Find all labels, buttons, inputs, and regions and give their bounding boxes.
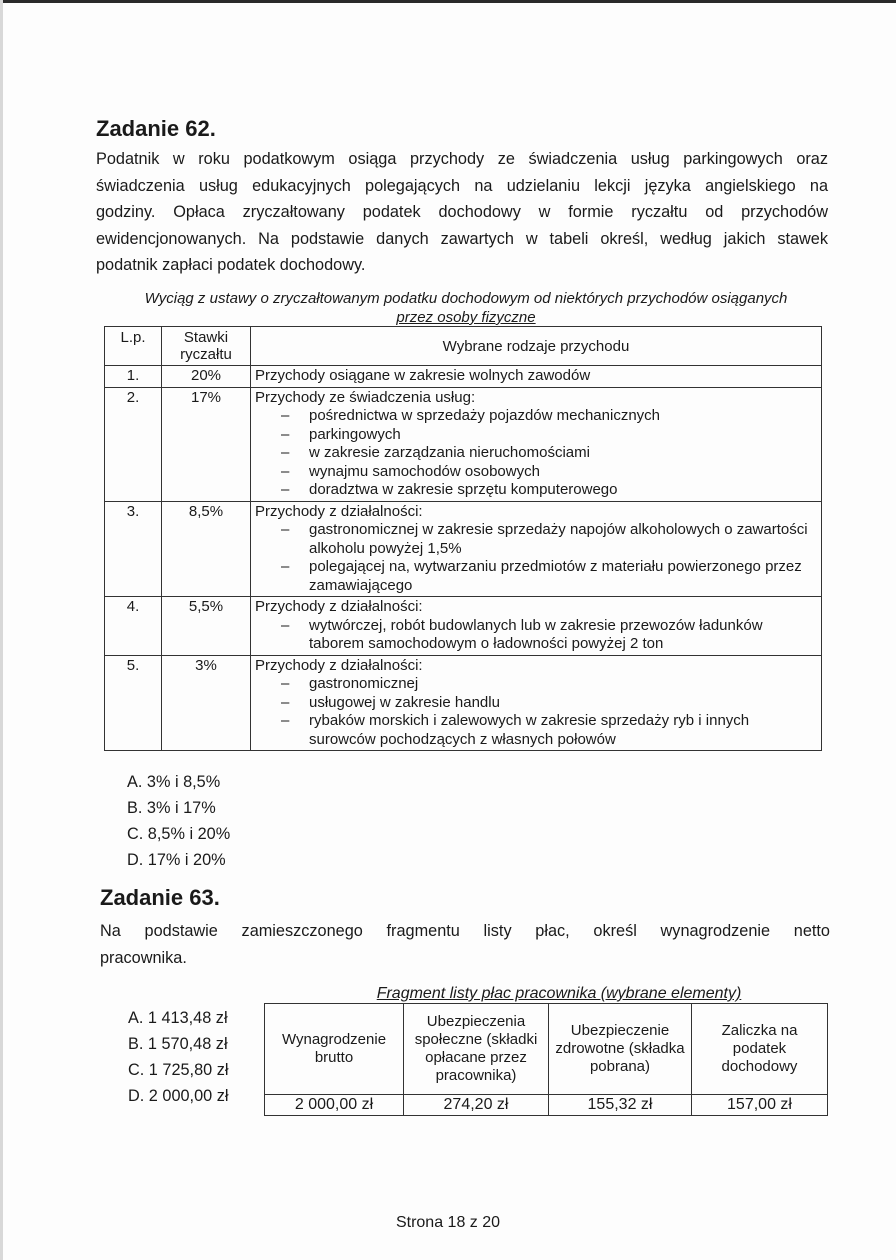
answer-option-b[interactable]: B. 3% i 17% xyxy=(127,799,216,817)
table-row xyxy=(105,387,822,501)
row-description xyxy=(251,501,822,597)
task62-line-4: ewidencjonowanych. Na podstawie danych zawartych w tabeli określ, według jakich stawek xyxy=(96,229,828,248)
task63-table-caption xyxy=(264,984,854,1003)
value-health-insurance: 155,32 zł xyxy=(549,1095,692,1116)
value-income-tax-advance: 157,00 zł xyxy=(692,1095,828,1116)
list-item: – w zakresie zarządzania nieruchomościami xyxy=(281,444,817,463)
list-item: – pośrednictwa w sprzedaży pojazdów mechanicznych xyxy=(281,407,817,426)
row-head: Przychody z działalności: xyxy=(255,502,423,520)
row-lp: 4. xyxy=(105,597,162,656)
task63-paragraph xyxy=(100,918,830,971)
answer-option-b[interactable]: B. 1 570,48 zł xyxy=(128,1035,228,1053)
row-rate: 3% xyxy=(162,655,251,751)
task62-title: Zadanie 62. xyxy=(96,116,216,141)
task63-line-1: Na podstawie zamieszczonego fragmentu listy płac, określ wynagrodzenie netto xyxy=(100,922,830,940)
task62-line-1: Podatnik w roku podatkowym osiąga przychody ze świadczenia usług parkingowych oraz xyxy=(96,150,828,168)
task62-caption-line-1: Wyciąg z ustawy o zryczałtowanym podatku dochodowym od niektórych przychodów osiąganych xyxy=(144,290,788,307)
header-health-insurance: Ubezpieczenie zdrowotne (składka pobrana) xyxy=(549,1004,692,1095)
answer-option-a[interactable]: A. 3% i 8,5% xyxy=(127,773,221,791)
answer-option-c[interactable]: C. 1 725,80 zł xyxy=(128,1061,229,1079)
list-item: – polegającej na, wytwarzaniu przedmiotów z materiału powierzonego przez zamawiającego xyxy=(281,558,817,595)
answer-option-a[interactable]: A. 1 413,48 zł xyxy=(128,1009,228,1027)
row-lp: 2. xyxy=(105,387,162,501)
row-lp: 3. xyxy=(105,501,162,597)
list-item: – gastronomicznej w zakresie sprzedaży napojów alkoholowych o zawartości alkoholu powyżej 1,5% xyxy=(281,521,817,558)
row-head: Przychody z działalności: xyxy=(255,656,423,674)
header-gross-pay: Wynagrodzenie brutto xyxy=(265,1004,404,1095)
tax-rates-table xyxy=(104,326,822,751)
row-rate: 5,5% xyxy=(162,597,251,656)
list-item: – usługowej w zakresie handlu xyxy=(281,694,817,713)
header-lp: L.p. xyxy=(105,327,162,366)
task62-answers xyxy=(127,769,230,873)
payroll-header-row xyxy=(265,1004,828,1095)
table-row xyxy=(105,597,822,656)
page-top-border xyxy=(0,0,896,3)
page-left-edge xyxy=(0,0,3,1260)
row-rate: 8,5% xyxy=(162,501,251,597)
list-item: – doradztwa w zakresie sprzętu komputerowego xyxy=(281,481,817,500)
row-rate: 17% xyxy=(162,387,251,501)
answer-option-d[interactable]: D. 17% i 20% xyxy=(127,851,226,869)
row-lp: 1. xyxy=(105,366,162,388)
tax-table-header-row xyxy=(105,327,822,366)
task62-table-caption xyxy=(96,289,836,327)
list-item: – wytwórczej, robót budowlanych lub w zakresie przewozów ładunków taborem samochodowym o ładowności powyżej 2 ton xyxy=(281,617,817,654)
task62-paragraph xyxy=(96,146,828,279)
table-row xyxy=(105,366,822,388)
header-income-type: Wybrane rodzaje przychodu xyxy=(251,327,822,366)
task63-caption-text: Fragment listy płac pracownika (wybrane elementy) xyxy=(376,985,742,1002)
row-head: Przychody ze świadczenia usług: xyxy=(255,388,476,406)
task62-line-5: podatnik zapłaci podatek dochodowy. xyxy=(96,256,366,274)
list-item: – wynajmu samochodów osobowych xyxy=(281,463,817,482)
page-number: Strona 18 z 20 xyxy=(395,1214,501,1231)
task62-caption-line-2: przez osoby fizyczne xyxy=(396,309,536,326)
list-item: – gastronomicznej xyxy=(281,675,817,694)
answer-option-d[interactable]: D. 2 000,00 zł xyxy=(128,1087,229,1105)
header-rate: Stawki ryczałtu xyxy=(162,327,251,366)
answer-option-c[interactable]: C. 8,5% i 20% xyxy=(127,825,231,843)
list-item: – rybaków morskich i zalewowych w zakresie sprzedaży ryb i innych surowców pochodzących z własnych połowów xyxy=(281,712,817,749)
task63-line-2: pracownika. xyxy=(100,948,187,967)
task62-line-2: świadczenia usług edukacyjnych polegających na udzielaniu lekcji języka angielskiego na xyxy=(96,176,828,195)
row-description xyxy=(251,387,822,501)
payroll-table xyxy=(264,1003,828,1116)
payroll-values-row xyxy=(265,1095,828,1116)
task63-title: Zadanie 63. xyxy=(100,885,220,910)
row-description xyxy=(251,366,822,388)
table-row xyxy=(105,501,822,597)
row-description xyxy=(251,655,822,751)
row-head: Przychody osiągane w zakresie wolnych zawodów xyxy=(255,367,591,384)
row-lp: 5. xyxy=(105,655,162,751)
task62-line-3: godziny. Opłaca zryczałtowany podatek dochodowy w formie ryczałtu od przychodów xyxy=(96,203,828,221)
row-head: Przychody z działalności: xyxy=(255,598,423,615)
value-gross-pay: 2 000,00 zł xyxy=(265,1095,404,1116)
table-row xyxy=(105,655,822,751)
value-social-insurance: 274,20 zł xyxy=(404,1095,549,1116)
list-item: – parkingowych xyxy=(281,426,817,445)
task63-answers xyxy=(128,1005,228,1109)
header-social-insurance: Ubezpieczenia społeczne (składki opłacane przez pracownika) xyxy=(404,1004,549,1095)
row-rate: 20% xyxy=(162,366,251,388)
row-description xyxy=(251,597,822,656)
header-income-tax-advance: Zaliczka na podatek dochodowy xyxy=(692,1004,828,1095)
